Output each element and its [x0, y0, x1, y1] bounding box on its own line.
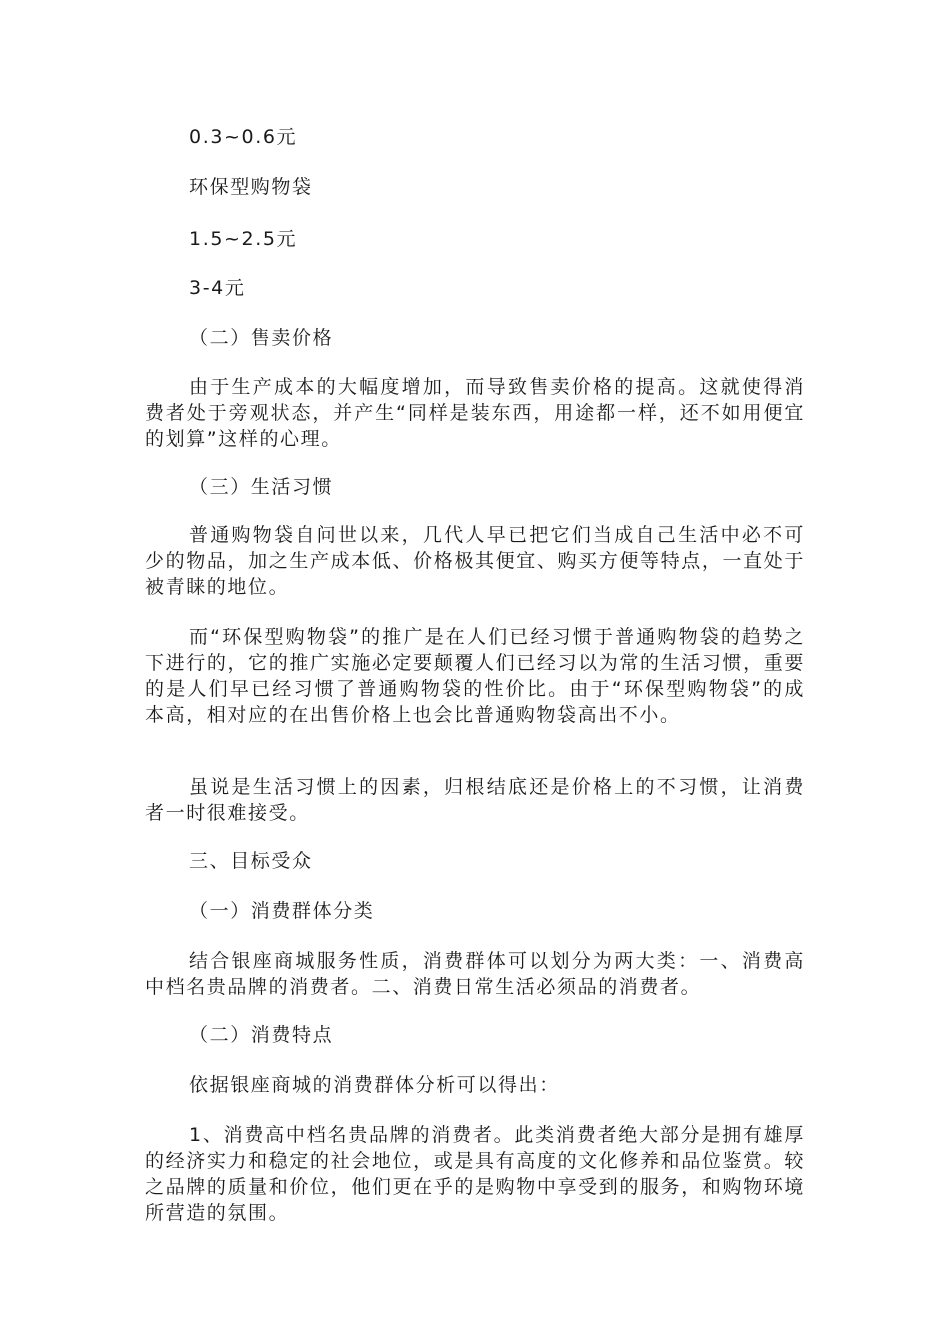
paragraph-living-habits-1: 普通购物袋自问世以来，几代人早已把它们当成自己生活中必不可少的物品，加之生产成本低、价格极其便宜、购买方便等特点，一直处于被青睐的地位。 [145, 524, 805, 598]
section-heading-living-habits: （三）生活习惯 [189, 476, 334, 498]
chapter-heading-target-audience: 三、目标受众 [189, 850, 313, 872]
paragraph-consumer-groups: 结合银座商城服务性质，消费群体可以划分为两大类：一、消费高中档名贵品牌的消费者。二、消费日常生活必须品的消费者。 [145, 950, 805, 998]
section-heading-selling-price: （二）售卖价格 [189, 327, 334, 349]
paragraph-living-habits-3: 虽说是生活习惯上的因素，归根结底还是价格上的不习惯，让消费者一时很难接受。 [145, 776, 805, 824]
price-range-eco-bag: 1.5~2.5元 [189, 228, 298, 250]
paragraph-high-end-consumers: 1、消费高中档名贵品牌的消费者。此类消费者绝大部分是拥有雄厚的经济实力和稳定的社会地位，或是具有高度的文化修养和品位鉴赏。较之品牌的质量和价位，他们更在乎的是购物中享受到的服务，和购物环境所营造的氛围。 [145, 1124, 805, 1224]
price-range-plain-bag: 0.3~0.6元 [189, 126, 298, 148]
paragraph-selling-price: 由于生产成本的大幅度增加，而导致售卖价格的提高。这就使得消费者处于旁观状态，并产生“同样是装东西，用途都一样，还不如用便宜的划算”这样的心理。 [145, 376, 805, 450]
section-heading-consumer-groups: （一）消费群体分类 [189, 900, 375, 922]
paragraph-living-habits-2: 而“环保型购物袋”的推广是在人们已经习惯于普通购物袋的趋势之下进行的，它的推广实施必定要颠覆人们已经习以为常的生活习惯，重要的是人们早已经习惯了普通购物袋的性价比。由于“环保型购物袋”的成本高，相对应的在出售价格上也会比普通购物袋高出不小。 [145, 626, 805, 726]
paragraph-analysis-intro: 依据银座商城的消费群体分析可以得出： [189, 1074, 560, 1096]
section-heading-consumer-traits: （二）消费特点 [189, 1024, 334, 1046]
price-range-premium: 3-4元 [189, 277, 246, 299]
item-eco-bag: 环保型购物袋 [189, 176, 313, 198]
